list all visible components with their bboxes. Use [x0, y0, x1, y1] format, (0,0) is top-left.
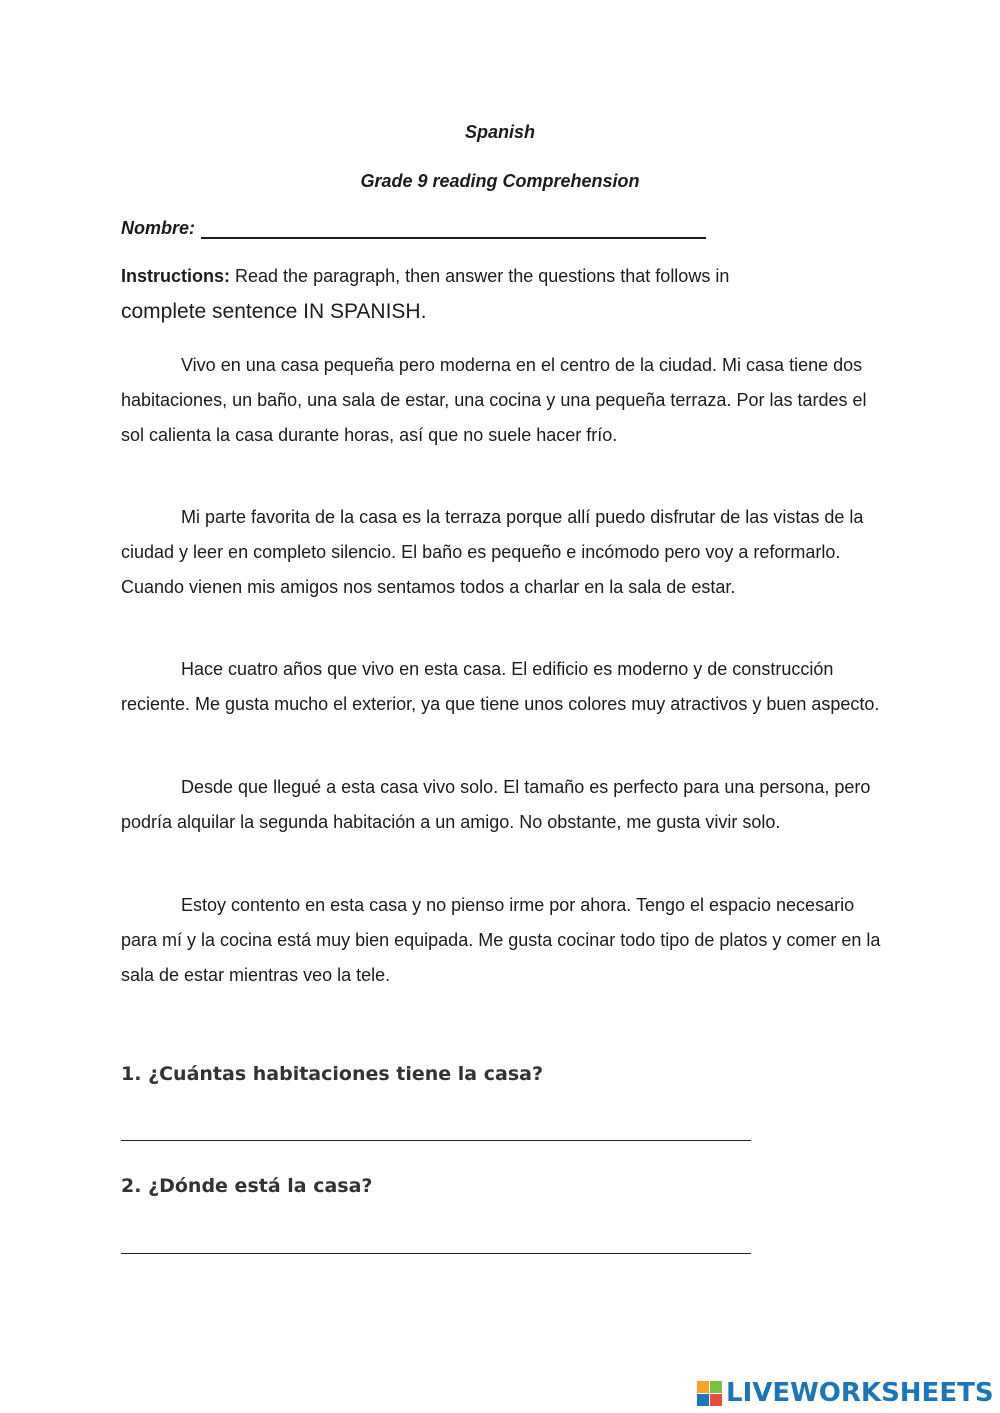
name-row	[121, 217, 706, 239]
logo-square	[697, 1381, 709, 1393]
logo-square	[710, 1381, 722, 1393]
liveworksheets-logo-icon	[697, 1381, 722, 1406]
instructions-line2: complete sentence IN SPANISH.	[121, 300, 427, 323]
reading-paragraph-3: Hace cuatro años que vivo en esta casa. El edificio es moderno y de construcción reciente. Me gusta mucho el exterior, ya que tiene unos colores muy atractivos y buen aspecto.	[121, 659, 880, 714]
name-field[interactable]	[201, 217, 706, 239]
logo-square	[697, 1394, 709, 1406]
worksheet-title: Grade 9 reading Comprehension	[360, 171, 640, 191]
question-2-text: ¿Dónde está la casa?	[148, 1175, 373, 1197]
instructions-label: Instructions:	[121, 266, 231, 286]
question-1	[121, 1063, 543, 1085]
logo-text: LIVEWORKSHEETS	[726, 1378, 994, 1408]
name-label: Nombre:	[121, 218, 196, 238]
logo-square	[710, 1394, 722, 1406]
question-1-text: ¿Cuántas habitaciones tiene la casa?	[148, 1063, 543, 1085]
subject-title: Spanish	[464, 122, 535, 142]
answer-1-field[interactable]	[121, 1140, 751, 1141]
instructions-text: Read the paragraph, then answer the questions that follows in	[230, 266, 730, 286]
reading-paragraph-1: Vivo en una casa pequeña pero moderna en el centro de la ciudad. Mi casa tiene dos habitaciones, un baño, una sala de estar, una cocina y una pequeña terraza. Por las tardes el sol calienta la casa durante horas, así que no suele hacer frío.	[121, 355, 867, 445]
question-2-number: 2.	[121, 1175, 142, 1197]
question-2	[121, 1175, 372, 1197]
liveworksheets-logo[interactable]	[697, 1378, 994, 1408]
question-1-number: 1.	[121, 1063, 142, 1085]
instructions	[121, 264, 881, 324]
reading-paragraph-2: Mi parte favorita de la casa es la terraza porque allí puedo disfrutar de las vistas de la ciudad y leer en completo silencio. El baño es pequeño e incómodo pero voy a reformarlo. Cuando vienen mis amigos nos sentamos todos a charlar en la sala de estar.	[121, 507, 864, 597]
answer-2-field[interactable]	[121, 1253, 751, 1254]
reading-paragraph-5: Estoy contento en esta casa y no pienso irme por ahora. Tengo el espacio necesario para mí y la cocina está muy bien equipada. Me gusta cocinar todo tipo de platos y comer en la sala de estar mientras veo la tele.	[121, 895, 881, 985]
reading-paragraph-4: Desde que llegué a esta casa vivo solo. El tamaño es perfecto para una persona, pero podría alquilar la segunda habitación a un amigo. No obstante, me gusta vivir solo.	[121, 777, 871, 832]
